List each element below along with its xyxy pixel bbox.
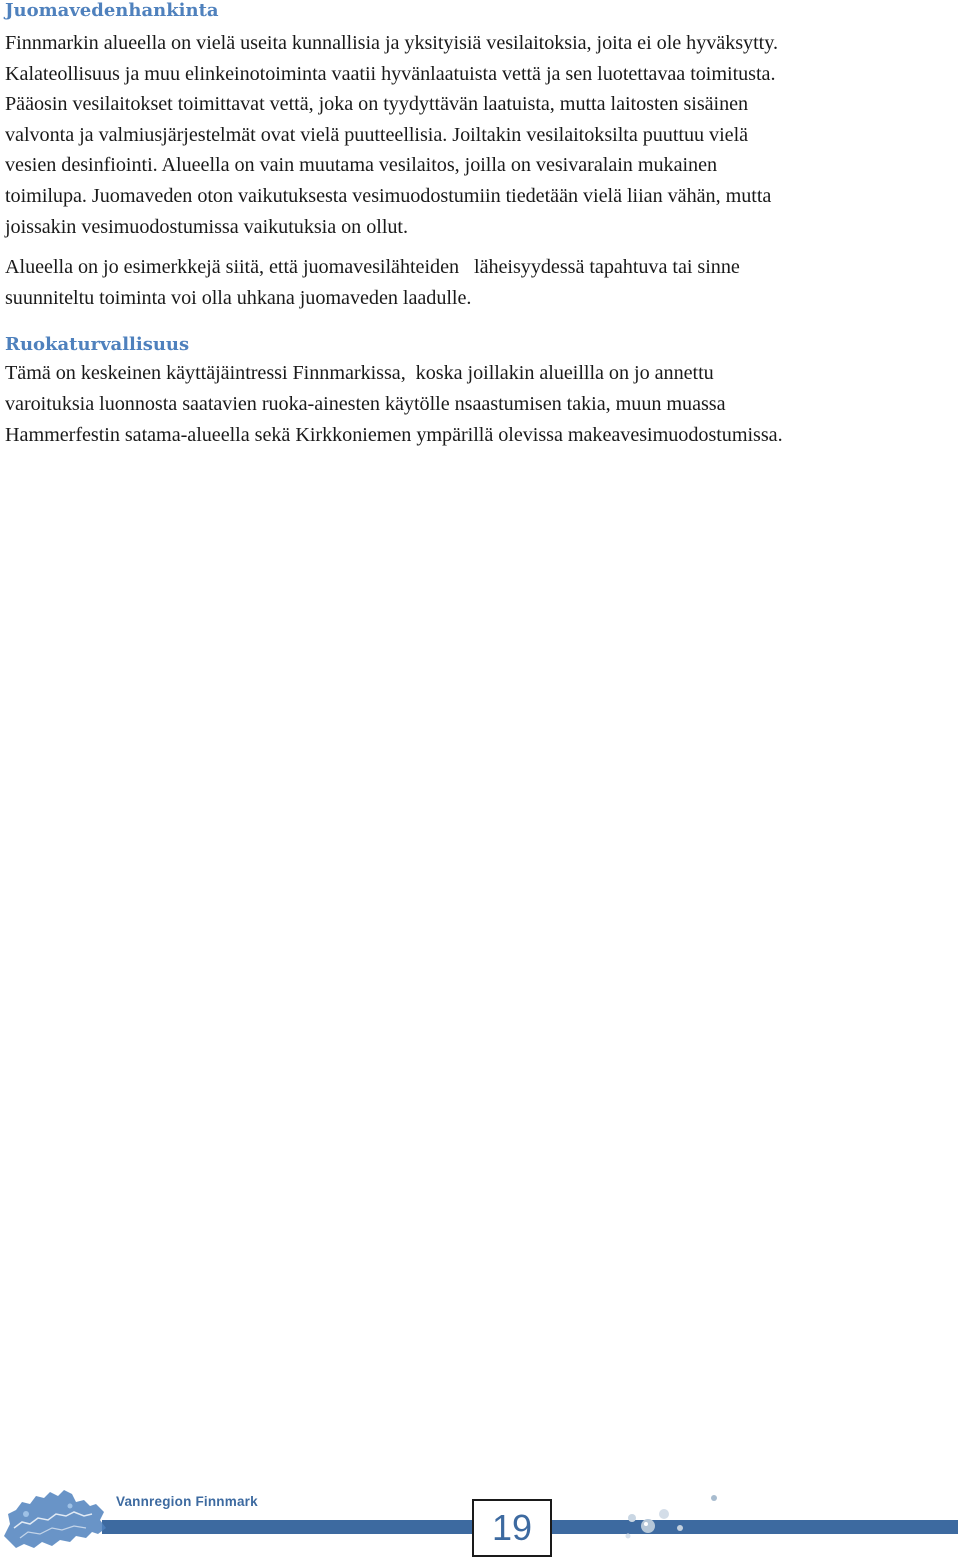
water-drops-icon (620, 1488, 730, 1548)
text-line: Pääosin vesilaitokset toimittavat vettä, joka on tyydyttävän laatuista, mutta laitosten sisäinen (5, 93, 749, 116)
text-line: Tämä on keskeinen käyttäjäintressi Finnmarkissa, koska joillakin alueillla on jo annettu (5, 362, 714, 385)
text-line: Hammerfestin satama-alueella sekä Kirkkoniemen ympärillä olevissa makeavesimuodostumissa. (5, 423, 783, 446)
text-line: joissakin vesimuodostumissa vaikutuksia on ollut. (5, 215, 408, 238)
page-number: 19 (491, 1507, 533, 1548)
text-line: Kalateollisuus ja muu elinkeinotoiminta vaatii hyvänlaatuista vettä ja sen luotettavaa toimitusta. (5, 62, 776, 85)
text-line: suunniteltu toiminta voi olla uhkana juomaveden laadulle. (5, 286, 472, 309)
paragraph-food-safety (5, 358, 955, 450)
text-line: toimilupa. Juomaveden oton vaikutuksesta vesimuodostumiin tiedetään vielä liian vähän, mutta (5, 184, 772, 207)
finnmark-map-icon (0, 1484, 110, 1556)
section-heading-drinking-water: Juomavedenhankinta (5, 0, 219, 21)
paragraph-drinking-water (5, 28, 955, 242)
document-body (5, 0, 955, 450)
text-line: Alueella on jo esimerkkejä siitä, että juomavesilähteiden läheisyydessä tapahtuva tai sinne (5, 256, 740, 279)
text-line: Finnmarkin alueella on vielä useita kunnallisia ja yksityisiä vesilaitoksia, joita ei ole hyväksytty. (5, 32, 778, 54)
page-number-box (472, 1499, 552, 1557)
paragraph-water-source-threats (5, 252, 955, 313)
text-line: valvonta ja valmiusjärjestelmät ovat vielä puutteellisia. Joiltakin vesilaitoksilta puuttuu vielä (5, 123, 749, 146)
page-footer (0, 1478, 960, 1561)
footer-brand: Vannregion Finnmark (116, 1494, 258, 1509)
section-heading-food-safety: Ruokaturvallisuus (5, 334, 190, 356)
text-line: varoituksia luonnosta saatavien ruoka-ainesten käytölle nsaastumisen takia, muun muassa (5, 392, 726, 415)
text-line: vesien desinfiointi. Alueella on vain muutama vesilaitos, joilla on vesivaralain mukainen (5, 154, 718, 177)
